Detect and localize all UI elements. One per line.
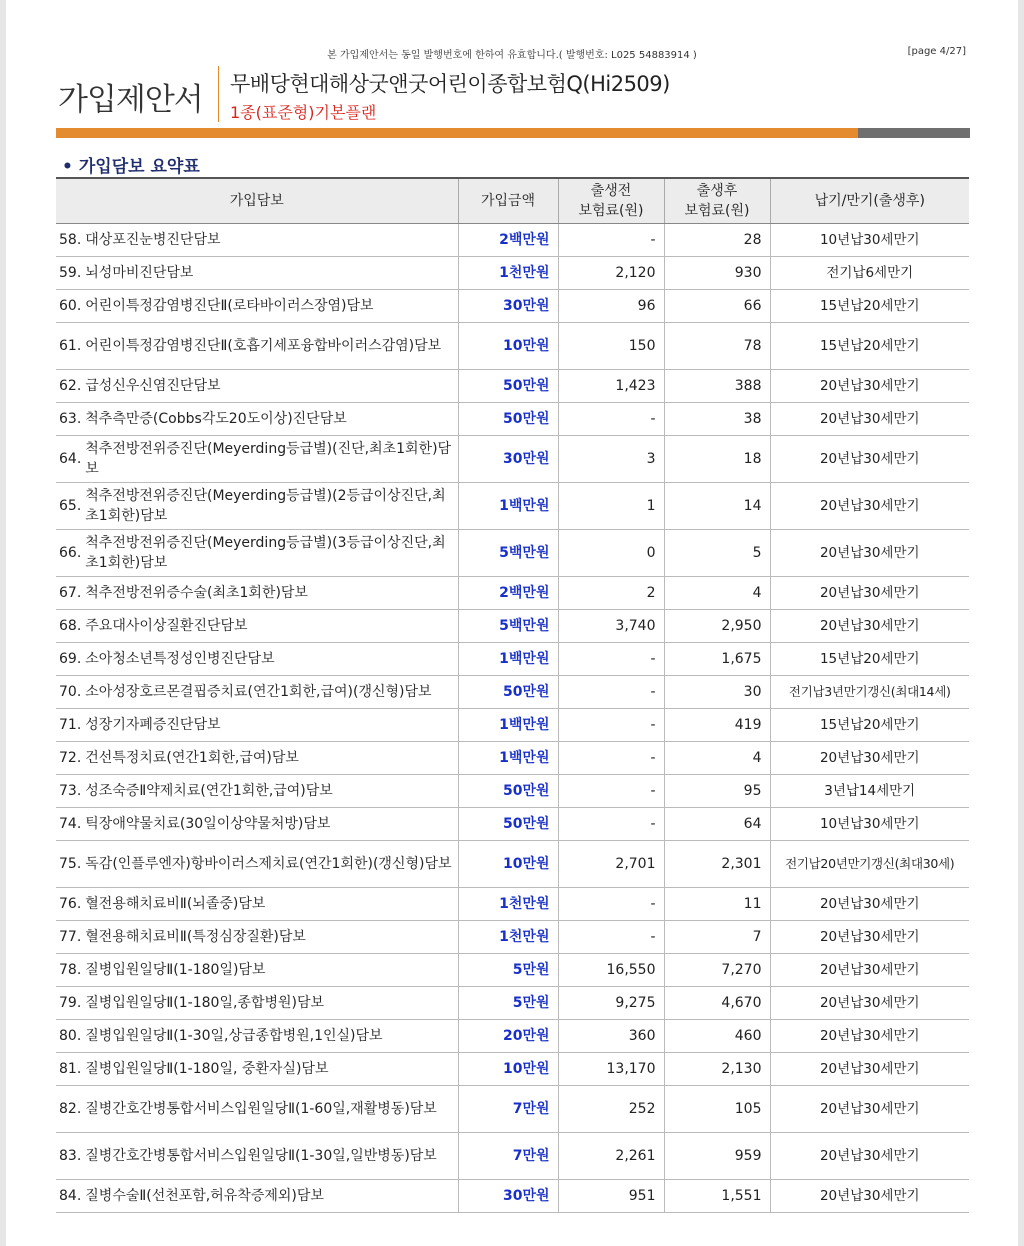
coverage-name-cell	[56, 709, 458, 742]
coverage-name: 척추전방전위증수술(최초1회한)담보	[85, 585, 308, 601]
row-number: 61.	[59, 338, 82, 354]
pre-birth-premium: 1	[558, 483, 664, 530]
coverage-name: 성장기자폐증진단담보	[85, 717, 221, 733]
table-row	[56, 987, 969, 1020]
coverage-name-cell	[56, 643, 458, 676]
pre-birth-premium: 13,170	[558, 1053, 664, 1086]
table-row	[56, 224, 969, 257]
coverage-name-cell	[56, 954, 458, 987]
row-number: 68.	[59, 618, 82, 634]
coverage-amount: 5만원	[458, 987, 558, 1020]
pre-birth-premium: -	[558, 921, 664, 954]
payment-term: 20년납30세만기	[770, 954, 969, 987]
header-amount: 가입금액	[458, 178, 558, 224]
coverage-name: 척추전방전위증진단(Meyerding등급별)(2등급이상진단,최초1회한)담보	[85, 488, 446, 524]
title-divider	[218, 66, 219, 122]
coverage-name-cell	[56, 921, 458, 954]
payment-term: 20년납30세만기	[770, 888, 969, 921]
table-row	[56, 610, 969, 643]
row-number: 69.	[59, 651, 82, 667]
coverage-name-cell	[56, 888, 458, 921]
post-birth-premium: 18	[664, 436, 770, 483]
pre-birth-premium: 3	[558, 436, 664, 483]
coverage-amount: 1백만원	[458, 742, 558, 775]
post-birth-premium: 4	[664, 742, 770, 775]
post-birth-premium: 95	[664, 775, 770, 808]
table-row	[56, 1180, 969, 1213]
coverage-name-cell	[56, 676, 458, 709]
table-row	[56, 403, 969, 436]
coverage-amount: 20만원	[458, 1020, 558, 1053]
post-birth-premium: 11	[664, 888, 770, 921]
coverage-name-cell	[56, 1053, 458, 1086]
row-number: 81.	[59, 1061, 82, 1077]
coverage-name-cell	[56, 483, 458, 530]
coverage-name: 혈전용해치료비Ⅱ(특정심장질환)담보	[85, 929, 306, 945]
document-title: 가입제안서	[58, 82, 203, 118]
table-row	[56, 808, 969, 841]
row-number: 76.	[59, 896, 82, 912]
pre-birth-premium: -	[558, 775, 664, 808]
post-birth-premium: 66	[664, 290, 770, 323]
coverage-amount: 1백만원	[458, 643, 558, 676]
table-row	[56, 888, 969, 921]
pre-birth-premium: 1,423	[558, 370, 664, 403]
pre-birth-premium: 96	[558, 290, 664, 323]
post-birth-premium: 105	[664, 1086, 770, 1133]
row-number: 83.	[59, 1148, 82, 1164]
coverage-name: 혈전용해치료비Ⅱ(뇌졸중)담보	[85, 896, 266, 912]
header-gray-bar	[858, 128, 970, 138]
payment-term: 20년납30세만기	[770, 530, 969, 577]
coverage-amount: 1천만원	[458, 921, 558, 954]
coverage-name: 질병간호간병통합서비스입원일당Ⅱ(1-60일,재활병동)담보	[85, 1101, 437, 1117]
table-row	[56, 530, 969, 577]
row-number: 65.	[59, 498, 82, 514]
coverage-summary-table	[56, 177, 969, 1213]
table-row	[56, 742, 969, 775]
section-title: 가입담보 요약표	[78, 157, 200, 177]
row-number: 77.	[59, 929, 82, 945]
header-pre-line1: 출생전	[590, 183, 632, 199]
table-header-row	[56, 178, 969, 224]
coverage-amount: 30만원	[458, 290, 558, 323]
validity-notice: 본 가입제안서는 동일 발행번호에 한하여 유효합니다.( 발행번호: L025 54883914 )	[327, 50, 697, 61]
post-birth-premium: 419	[664, 709, 770, 742]
pre-birth-premium: -	[558, 709, 664, 742]
pre-birth-premium: -	[558, 742, 664, 775]
header-term: 납기/만기(출생후)	[770, 178, 969, 224]
left-frame-edge	[0, 0, 6, 1246]
payment-term: 20년납30세만기	[770, 483, 969, 530]
pre-birth-premium: -	[558, 643, 664, 676]
payment-term: 15년납20세만기	[770, 290, 969, 323]
coverage-name-cell	[56, 610, 458, 643]
payment-term: 3년납14세만기	[770, 775, 969, 808]
table-row	[56, 709, 969, 742]
row-number: 78.	[59, 962, 82, 978]
post-birth-premium: 7,270	[664, 954, 770, 987]
table-row	[56, 921, 969, 954]
coverage-amount: 50만원	[458, 370, 558, 403]
table-row	[56, 370, 969, 403]
pre-birth-premium: 150	[558, 323, 664, 370]
coverage-amount: 50만원	[458, 808, 558, 841]
bullet-icon: •	[62, 157, 73, 177]
coverage-name: 척추전방전위증진단(Meyerding등급별)(3등급이상진단,최초1회한)담보	[85, 535, 446, 571]
pre-birth-premium: 252	[558, 1086, 664, 1133]
pre-birth-premium: 951	[558, 1180, 664, 1213]
pre-birth-premium: -	[558, 403, 664, 436]
row-number: 75.	[59, 856, 82, 872]
coverage-amount: 1천만원	[458, 888, 558, 921]
post-birth-premium: 7	[664, 921, 770, 954]
coverage-name-cell	[56, 1180, 458, 1213]
row-number: 82.	[59, 1101, 82, 1117]
right-frame-edge	[1018, 0, 1024, 1246]
coverage-name-cell	[56, 530, 458, 577]
header-post-birth-premium	[664, 178, 770, 224]
coverage-name: 척추전방전위증진단(Meyerding등급별)(진단,최초1회한)담보	[85, 441, 452, 477]
pre-birth-premium: 9,275	[558, 987, 664, 1020]
coverage-name-cell	[56, 1086, 458, 1133]
post-birth-premium: 460	[664, 1020, 770, 1053]
row-number: 62.	[59, 378, 82, 394]
coverage-name: 어린이특정감염병진단Ⅱ(호흡기세포융합바이러스감염)담보	[85, 338, 442, 354]
post-birth-premium: 2,950	[664, 610, 770, 643]
payment-term: 20년납30세만기	[770, 1020, 969, 1053]
header-accent-bar	[56, 128, 858, 138]
coverage-name: 성조숙증Ⅱ약제치료(연간1회한,급여)담보	[85, 783, 333, 799]
row-number: 63.	[59, 411, 82, 427]
coverage-amount: 1백만원	[458, 483, 558, 530]
pre-birth-premium: 2,261	[558, 1133, 664, 1180]
coverage-name: 척추측만증(Cobbs각도20도이상)진단담보	[85, 411, 347, 427]
post-birth-premium: 14	[664, 483, 770, 530]
table-row	[56, 841, 969, 888]
pre-birth-premium: 2,701	[558, 841, 664, 888]
table-row	[56, 1053, 969, 1086]
coverage-name: 독감(인플루엔자)항바이러스제치료(연간1회한)(갱신형)담보	[85, 856, 452, 872]
row-number: 74.	[59, 816, 82, 832]
coverage-amount: 50만원	[458, 676, 558, 709]
table-row	[56, 1020, 969, 1053]
row-number: 80.	[59, 1028, 82, 1044]
coverage-name: 소아성장호르몬결핍증치료(연간1회한,급여)(갱신형)담보	[85, 684, 432, 700]
table-row	[56, 676, 969, 709]
pre-birth-premium: -	[558, 676, 664, 709]
post-birth-premium: 388	[664, 370, 770, 403]
row-number: 79.	[59, 995, 82, 1011]
pre-birth-premium: 2	[558, 577, 664, 610]
coverage-name-cell	[56, 577, 458, 610]
row-number: 64.	[59, 451, 82, 467]
post-birth-premium: 38	[664, 403, 770, 436]
table-row	[56, 323, 969, 370]
row-number: 73.	[59, 783, 82, 799]
payment-term: 20년납30세만기	[770, 921, 969, 954]
table-row	[56, 290, 969, 323]
pre-birth-premium: 16,550	[558, 954, 664, 987]
pre-birth-premium: -	[558, 888, 664, 921]
row-number: 71.	[59, 717, 82, 733]
coverage-name-cell	[56, 436, 458, 483]
table-row	[56, 257, 969, 290]
payment-term: 15년납20세만기	[770, 709, 969, 742]
header-pre-line2: 보험료(원)	[578, 203, 644, 219]
payment-term: 20년납30세만기	[770, 610, 969, 643]
post-birth-premium: 5	[664, 530, 770, 577]
post-birth-premium: 78	[664, 323, 770, 370]
pre-birth-premium: -	[558, 224, 664, 257]
coverage-amount: 50만원	[458, 775, 558, 808]
payment-term: 20년납30세만기	[770, 577, 969, 610]
coverage-name-cell	[56, 403, 458, 436]
payment-term: 20년납30세만기	[770, 1053, 969, 1086]
coverage-name: 질병입원일당Ⅱ(1-180일,종합병원)담보	[85, 995, 325, 1011]
table-row	[56, 577, 969, 610]
coverage-name-cell	[56, 290, 458, 323]
payment-term: 20년납30세만기	[770, 1133, 969, 1180]
payment-term: 15년납20세만기	[770, 643, 969, 676]
coverage-name: 뇌성마비진단담보	[85, 265, 194, 281]
coverage-amount: 7만원	[458, 1133, 558, 1180]
coverage-amount: 10만원	[458, 841, 558, 888]
coverage-name: 질병입원일당Ⅱ(1-30일,상급종합병원,1인실)담보	[85, 1028, 383, 1044]
payment-term: 10년납30세만기	[770, 224, 969, 257]
post-birth-premium: 2,301	[664, 841, 770, 888]
payment-term: 20년납30세만기	[770, 370, 969, 403]
table-row	[56, 775, 969, 808]
product-name: 무배당현대해상굿앤굿어린이종합보험Q(Hi2509)	[230, 72, 670, 96]
pre-birth-premium: 2,120	[558, 257, 664, 290]
coverage-amount: 1천만원	[458, 257, 558, 290]
payment-term: 20년납30세만기	[770, 742, 969, 775]
coverage-name-cell	[56, 1133, 458, 1180]
coverage-name: 질병입원일당Ⅱ(1-180일, 중환자실)담보	[85, 1061, 329, 1077]
table-row	[56, 954, 969, 987]
header-post-line2: 보험료(원)	[684, 203, 750, 219]
coverage-name-cell	[56, 987, 458, 1020]
coverage-name-cell	[56, 370, 458, 403]
post-birth-premium: 30	[664, 676, 770, 709]
plan-name: 1종(표준형)기본플랜	[230, 103, 377, 122]
row-number: 67.	[59, 585, 82, 601]
post-birth-premium: 959	[664, 1133, 770, 1180]
coverage-amount: 2백만원	[458, 577, 558, 610]
payment-term: 20년납30세만기	[770, 987, 969, 1020]
coverage-name: 소아청소년특정성인병진단담보	[85, 651, 275, 667]
row-number: 59.	[59, 265, 82, 281]
payment-term: 10년납30세만기	[770, 808, 969, 841]
post-birth-premium: 2,130	[664, 1053, 770, 1086]
coverage-name: 틱장애약물치료(30일이상약물처방)담보	[85, 816, 331, 832]
coverage-amount: 2백만원	[458, 224, 558, 257]
coverage-name-cell	[56, 742, 458, 775]
payment-term: 전기납3년만기갱신(최대14세)	[770, 676, 969, 709]
pre-birth-premium: -	[558, 808, 664, 841]
coverage-name: 질병수술Ⅱ(선천포함,허유착증제외)담보	[85, 1188, 324, 1204]
post-birth-premium: 4	[664, 577, 770, 610]
payment-term: 20년납30세만기	[770, 1180, 969, 1213]
page-number: [page 4/27]	[907, 46, 966, 57]
coverage-name-cell	[56, 323, 458, 370]
payment-term: 15년납20세만기	[770, 323, 969, 370]
header-coverage: 가입담보	[56, 178, 458, 224]
post-birth-premium: 28	[664, 224, 770, 257]
pre-birth-premium: 360	[558, 1020, 664, 1053]
coverage-name-cell	[56, 775, 458, 808]
payment-term: 20년납30세만기	[770, 436, 969, 483]
section-heading	[62, 152, 200, 177]
coverage-name: 질병입원일당Ⅱ(1-180일)담보	[85, 962, 266, 978]
coverage-amount: 30만원	[458, 436, 558, 483]
coverage-amount: 7만원	[458, 1086, 558, 1133]
coverage-amount: 5백만원	[458, 530, 558, 577]
coverage-name-cell	[56, 1020, 458, 1053]
pre-birth-premium: 0	[558, 530, 664, 577]
coverage-name: 건선특정치료(연간1회한,급여)담보	[85, 750, 299, 766]
coverage-amount: 5백만원	[458, 610, 558, 643]
coverage-amount: 50만원	[458, 403, 558, 436]
table-row	[56, 483, 969, 530]
coverage-name-cell	[56, 808, 458, 841]
post-birth-premium: 64	[664, 808, 770, 841]
coverage-amount: 1백만원	[458, 709, 558, 742]
coverage-amount: 10만원	[458, 1053, 558, 1086]
coverage-amount: 5만원	[458, 954, 558, 987]
header-post-line1: 출생후	[696, 183, 738, 199]
coverage-amount: 30만원	[458, 1180, 558, 1213]
row-number: 58.	[59, 232, 82, 248]
post-birth-premium: 4,670	[664, 987, 770, 1020]
coverage-name: 주요대사이상질환진단담보	[85, 618, 248, 634]
table-row	[56, 643, 969, 676]
coverage-name-cell	[56, 841, 458, 888]
coverage-name: 질병간호간병통합서비스입원일당Ⅱ(1-30일,일반병동)담보	[85, 1148, 437, 1164]
coverage-name-cell	[56, 257, 458, 290]
payment-term: 전기납20년만기갱신(최대30세)	[770, 841, 969, 888]
coverage-name: 어린이특정감염병진단Ⅱ(로타바이러스장염)담보	[85, 298, 374, 314]
table-row	[56, 1086, 969, 1133]
payment-term: 20년납30세만기	[770, 403, 969, 436]
payment-term: 전기납6세만기	[770, 257, 969, 290]
table-row	[56, 1133, 969, 1180]
post-birth-premium: 930	[664, 257, 770, 290]
post-birth-premium: 1,551	[664, 1180, 770, 1213]
row-number: 70.	[59, 684, 82, 700]
coverage-name-cell	[56, 224, 458, 257]
table-row	[56, 436, 969, 483]
row-number: 72.	[59, 750, 82, 766]
row-number: 84.	[59, 1188, 82, 1204]
row-number: 60.	[59, 298, 82, 314]
pre-birth-premium: 3,740	[558, 610, 664, 643]
coverage-amount: 10만원	[458, 323, 558, 370]
payment-term: 20년납30세만기	[770, 1086, 969, 1133]
post-birth-premium: 1,675	[664, 643, 770, 676]
coverage-name: 급성신우신염진단담보	[85, 378, 221, 394]
row-number: 66.	[59, 545, 82, 561]
coverage-name: 대상포진눈병진단담보	[85, 232, 221, 248]
header-pre-birth-premium	[558, 178, 664, 224]
